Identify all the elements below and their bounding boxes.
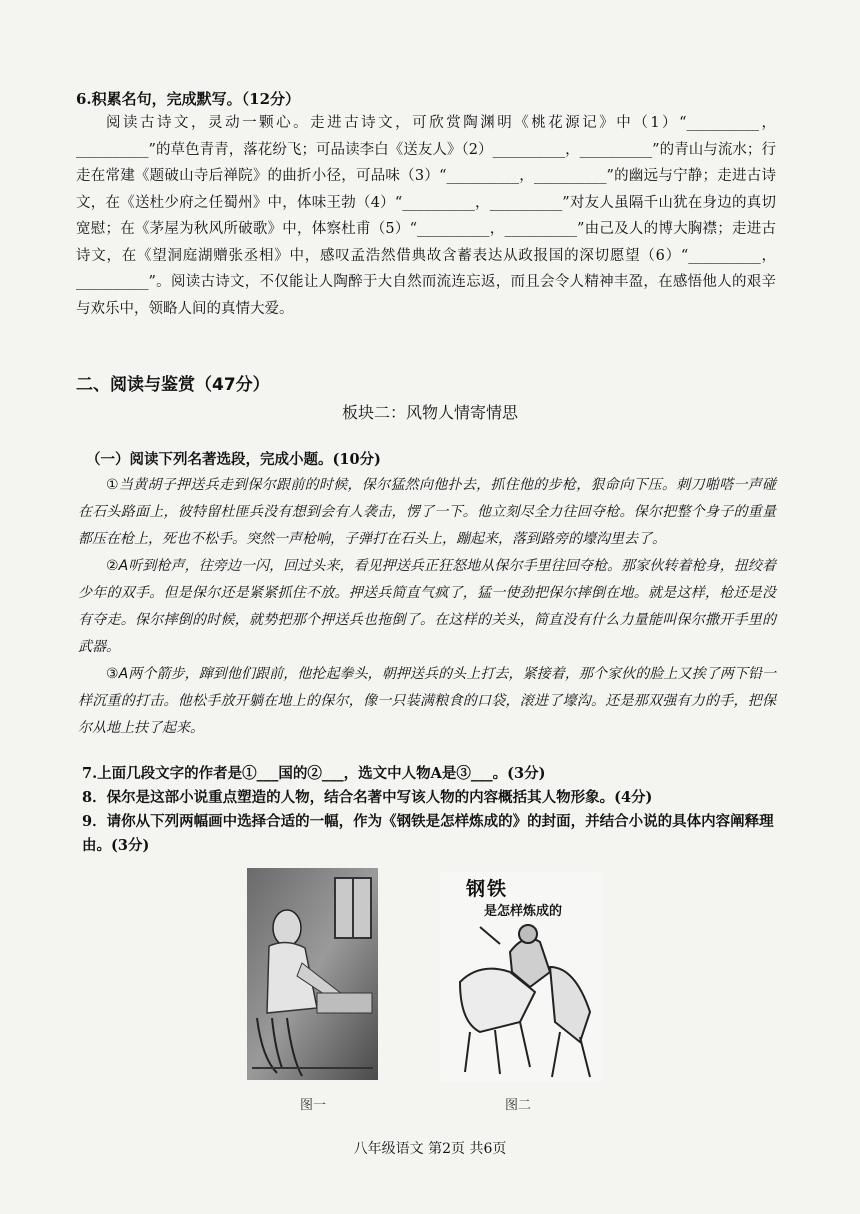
reading-passage (78, 472, 776, 742)
passage-paragraph-2: ②A听到枪声，往旁边一闪，回过头来，看见押送兵正狂怒地从保尔手里往回夺枪。那家伙转着枪身，扭绞着少年的双手。但是保尔还是紧紧抓住不放。押送兵简直气疯了，猛一使劲把保尔摔倒在地。就是这样，枪还是没有夺走。保尔摔倒的时候，就势把那个押送兵也拖倒了。在这样的关头，简直没有什么力量能叫保尔撒开手里的武器。 (78, 558, 776, 655)
figure-2-title-line-1: 钢铁 (466, 878, 509, 900)
passage-paragraph-3: ③A两个箭步，蹿到他们跟前，他抡起拳头，朝押送兵的头上打去，紧接着，那个家伙的脸上又挨了两下铅一样沉重的打击。他松手放开躺在地上的保尔，像一只装满粮食的口袋，滚进了壕沟。还是那双强有力的手，把保尔从地上扶了起来。 (78, 666, 776, 736)
figure-2-cover (440, 872, 602, 1082)
figure-1-caption: 图一 (300, 1098, 327, 1113)
figure-1-image (247, 868, 378, 1080)
section-2-title: 二、阅读与鉴赏（47分） (76, 375, 270, 395)
passage-paragraph-1: ①当黄胡子押送兵走到保尔跟前的时候，保尔猛然向他扑去，抓住他的步枪，狠命向下压。刺刀啪嗒一声碰在石头路面上，彼特留杜匪兵没有想到会有人袭击，愣了一下。他立刻尽全力往回夺枪。保尔把整个身子的重量都压在枪上，死也不松手。突然一声枪响，子弹打在石头上，蹦起来，落到路旁的壕沟里去了。 (78, 477, 776, 547)
questions-block (82, 762, 782, 858)
page-footer: 八年级语文 第2页 共6页 (353, 1141, 507, 1157)
question-6-heading: 6.积累名句，完成默写。（12分） (76, 90, 301, 108)
figure-2-caption: 图二 (505, 1098, 532, 1113)
question-7: 7.上面几段文字的作者是①___国的②___，选文中人物A是③___。(3分) (82, 765, 546, 782)
section-2-subtitle: 板块二：风物人情寄情思 (341, 403, 518, 422)
question-9: 9．请你从下列两幅画中选择合适的一幅，作为《钢铁是怎样炼成的》的封面，并结合小说的具体内容阐释理由。(3分) (82, 813, 774, 854)
question-6-body: 阅读古诗文，灵动一颗心。走进古诗文，可欣赏陶渊明《桃花源记》中（1）“__________，__________”的草色青青，落花纷飞；可品读李白《送友人》（2）__________，__________”的青山与流水；行走在常建《题破山寺后禅院》的曲折小径，可品味（3）“__________，__________”的幽远与宁静；走进古诗文，在《送杜少府之任蜀州》中，体味王勃（4）“__________，__________”对友人虽隔千山犹在身边的真切宽慰；在《茅屋为秋风所破歌》中，体察杜甫（5）“__________，__________”由己及人的博大胸襟；走进古诗文，在《望洞庭湖赠张丞相》中，感叹孟浩然借典故含蓄表达从政报国的深切愿望（6）“__________，__________”。阅读古诗文，不仅能让人陶醉于大自然而流连忘返，而且会令人精神丰盈，在感悟他人的艰辛与欢乐中，领略人间的真情大爱。 (76, 115, 776, 317)
figure-2-title-line-2: 是怎样炼成的 (484, 904, 563, 919)
part-1-heading: （一）阅读下列名著选段，完成小题。(10分) (86, 451, 381, 468)
question-8: 8．保尔是这部小说重点塑造的人物，结合名著中写该人物的内容概括其人物形象。(4分) (82, 789, 653, 806)
